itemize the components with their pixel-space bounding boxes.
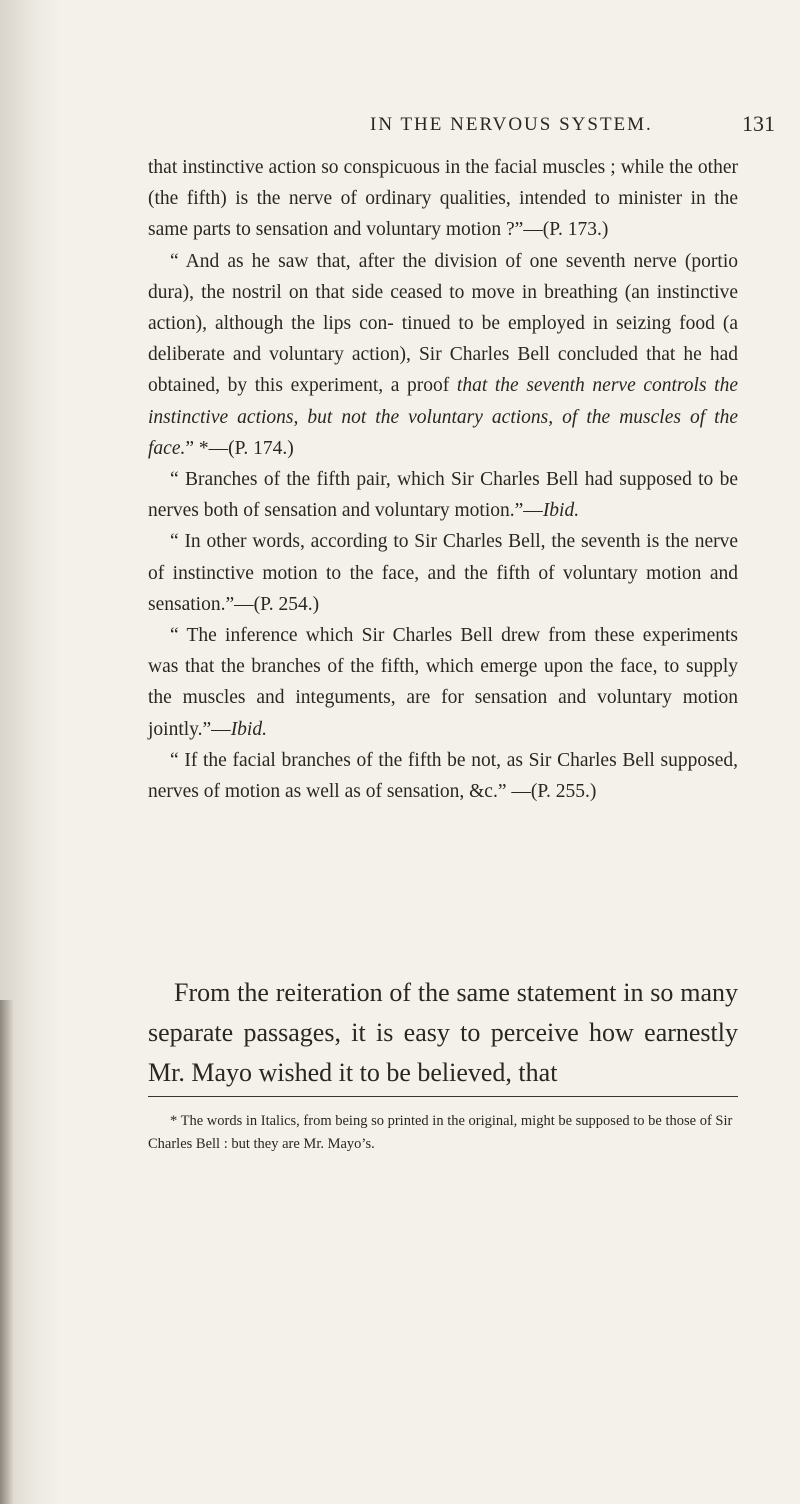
paragraph-text: “ Branches of the fifth pair, which Sir Charles Bell had supposed to be nerves both of sensation and voluntary motion.”— — [148, 469, 738, 522]
footnote-text: * The words in Italics, from being so printed in the original, might be supposed to be those of Sir Charles Bell : but they are Mr. Mayo’s. — [148, 1113, 733, 1152]
ibid-citation: Ibid. — [542, 500, 580, 522]
paragraph-text: that instinctive action so conspicuous in the facial muscles ; while the other (the fifth) is the nerve of ordinary qualities, intended to minister in the same parts to sensation and voluntary motion ?”—(P. 173.) — [148, 157, 738, 241]
quote-paragraph-inference — [148, 620, 738, 745]
footnote-divider — [148, 1096, 738, 1097]
ibid-citation: Ibid. — [230, 718, 267, 740]
quote-paragraph-fifth-pair — [148, 464, 738, 526]
running-head — [0, 111, 800, 144]
paragraph-text: “ If the facial branches of the fifth be not, as Sir Charles Bell supposed, nerves of motion as well as of sensation, &c.” —(P. 255.) — [148, 749, 738, 803]
quote-paragraph-seventh-nerve — [148, 246, 738, 464]
paragraph-text: “ The inference which Sir Charles Bell drew from these experiments was that the branches of the fifth, which emerge upon the face, to supply the muscles and integuments, are for sensation and voluntary motion jointly.”— — [148, 625, 738, 740]
running-title: IN THE NERVOUS SYSTEM. — [370, 114, 653, 135]
quote-paragraph-facial-branches — [148, 745, 738, 807]
paragraph-text: “ And as he saw that, after the division of one seventh nerve (portio dura), the nostril on that side ceased to move in breathing (an instinctive action), although the lips con- tinued to be employed in seizing food (a deliberate and voluntary action), Sir Charles Bell concluded that he had obtained, by this experiment, a proof — [148, 250, 738, 397]
footnote — [148, 1110, 740, 1156]
paragraph-citation: ” *—(P. 174.) — [185, 437, 294, 459]
page-gutter-edge — [0, 1000, 14, 1504]
paragraph-continuation — [148, 152, 738, 246]
quote-paragraph-other-words — [148, 526, 738, 620]
body-text — [148, 152, 738, 807]
closing-paragraph — [148, 973, 738, 1093]
italic-quote: that the seventh nerve controls the instinctive actions, but not the voluntary actions, of the muscles of the face. — [148, 375, 738, 459]
paragraph-text: “ In other words, according to Sir Charles Bell, the seventh is the nerve of instinctive motion to the face, and the fifth of voluntary motion and sensation.”—(P. 254.) — [148, 531, 738, 615]
closing-text: From the reiteration of the same statement in so many separate passages, it is easy to perceive how earnestly Mr. Mayo wished it to be believed, that — [148, 978, 738, 1087]
page-number: 131 — [742, 111, 775, 136]
